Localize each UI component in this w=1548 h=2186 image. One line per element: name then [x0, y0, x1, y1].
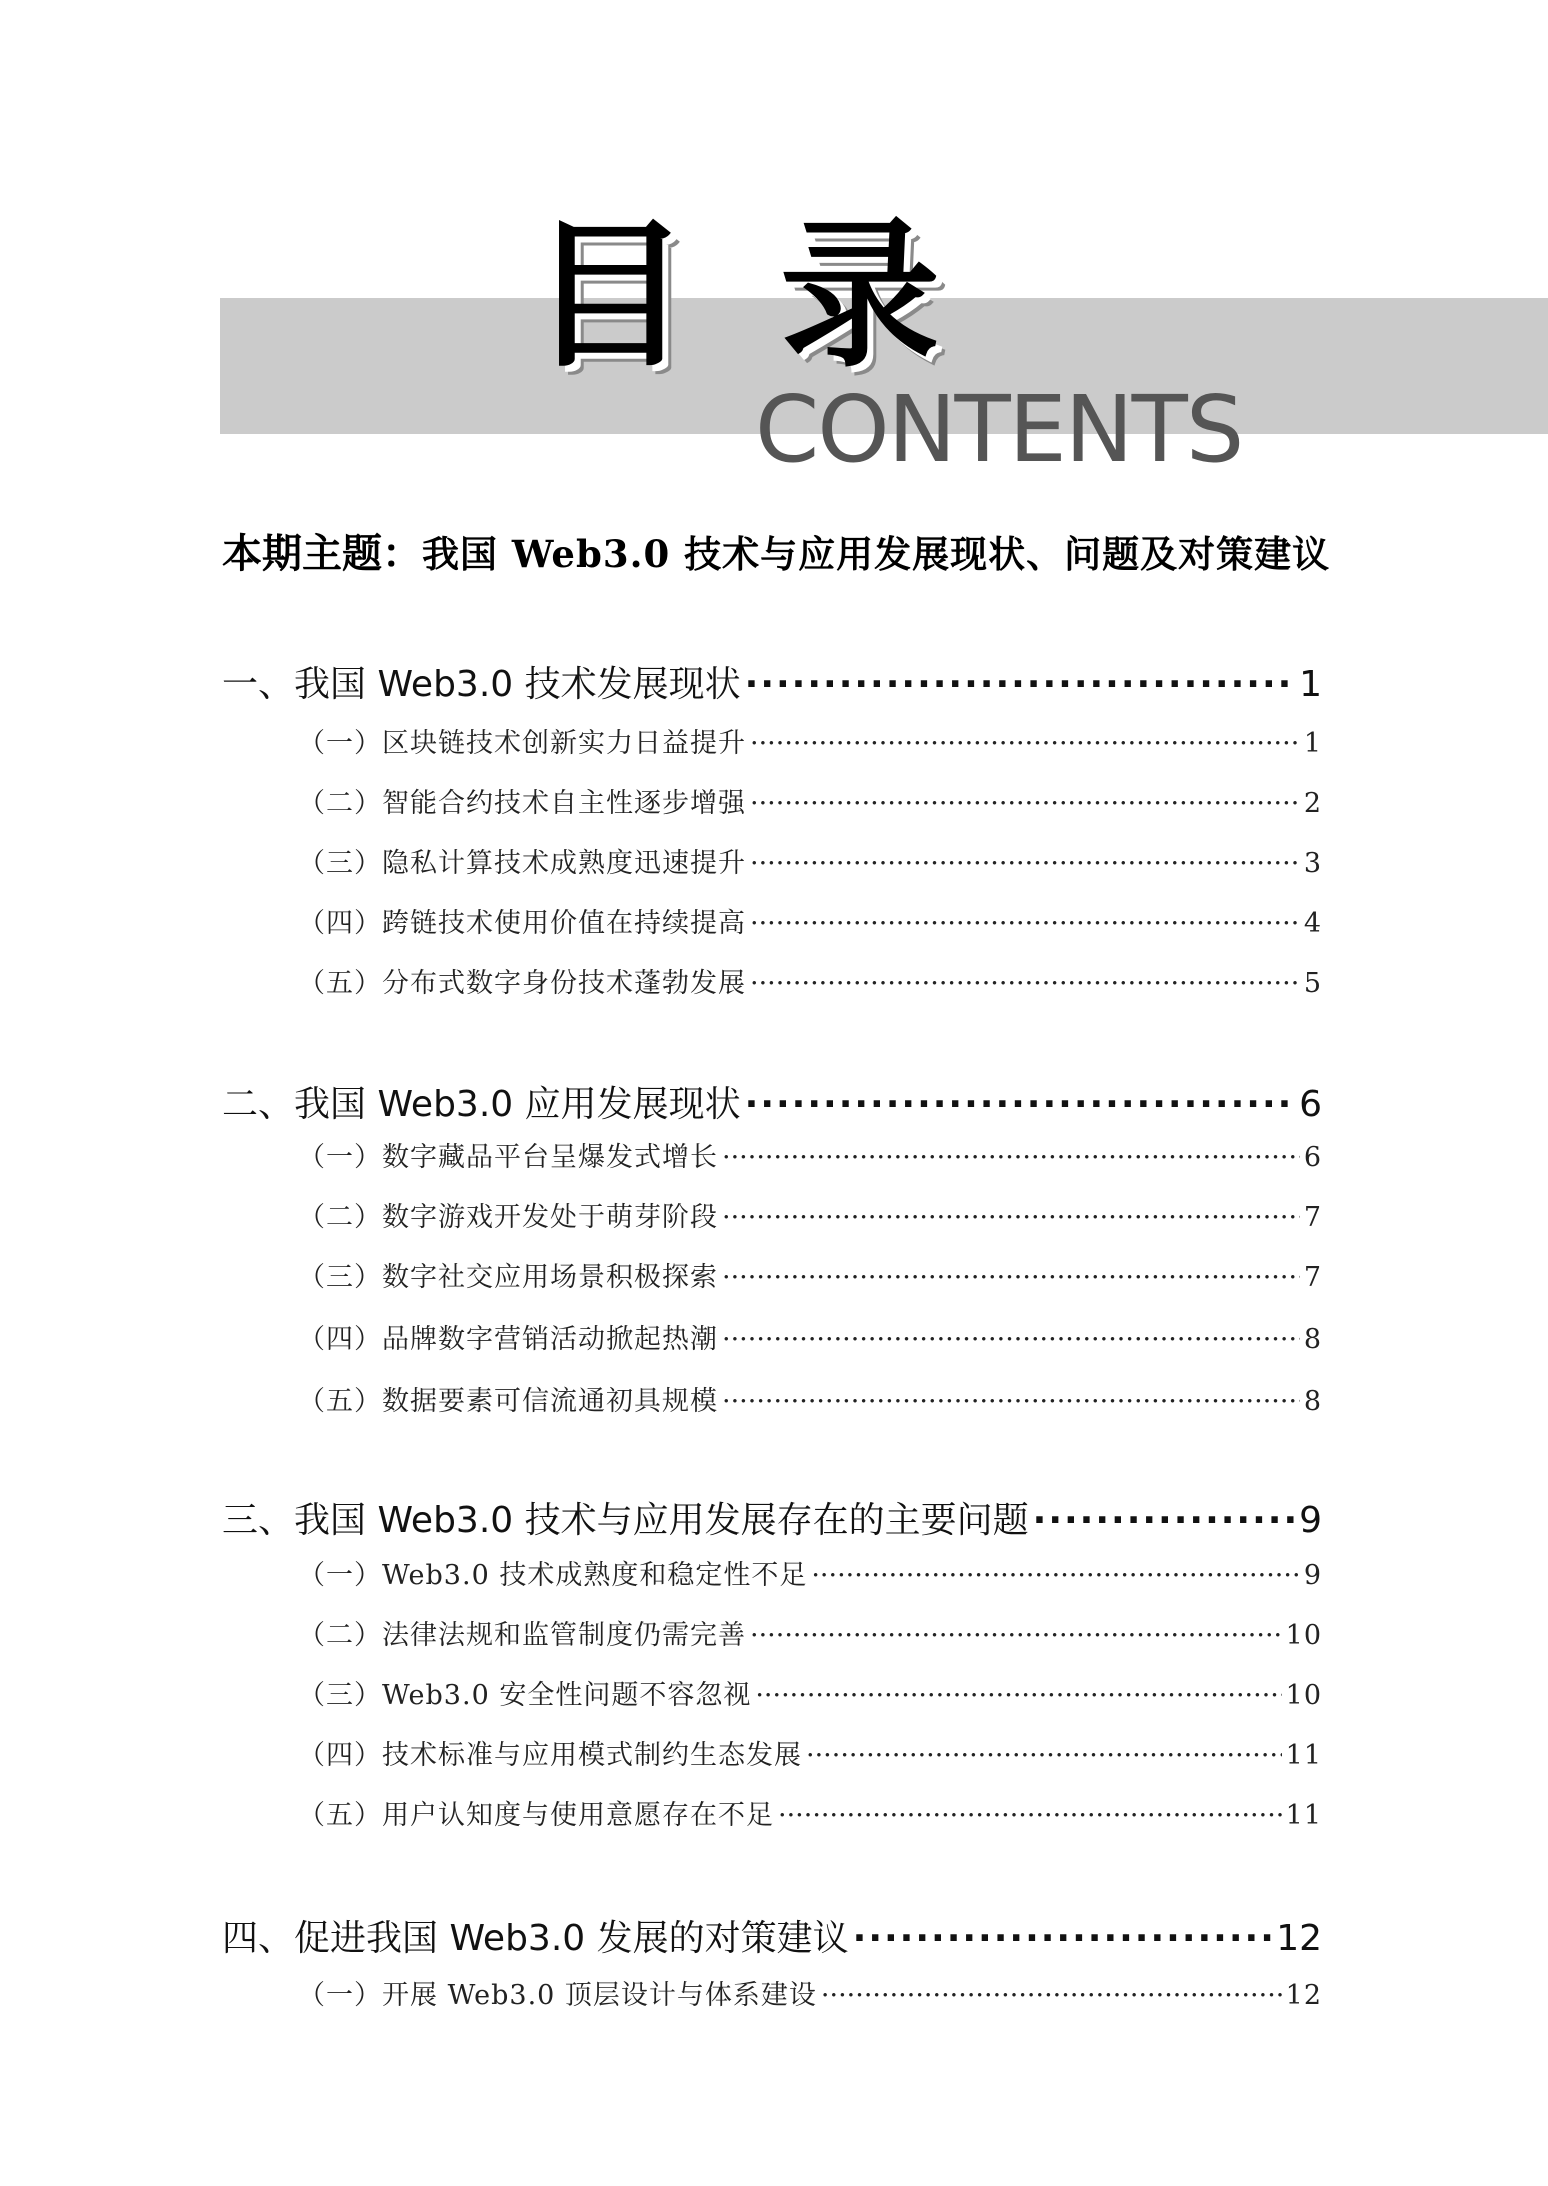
- toc-item[interactable]: [298, 1796, 1322, 1836]
- toc-section-page: 9: [1299, 1500, 1322, 1541]
- dot-leader: [745, 1080, 1295, 1130]
- toc-item-title: （一）区块链技术创新实力日益提升: [298, 728, 746, 759]
- toc-item-title: （三）隐私计算技术成熟度迅速提升: [298, 848, 746, 879]
- toc-item-page: 6: [1303, 1142, 1322, 1173]
- toc-item-title: （四）品牌数字营销活动掀起热潮: [298, 1324, 718, 1355]
- toc-item[interactable]: [298, 964, 1322, 1004]
- toc-item-page: 9: [1303, 1560, 1322, 1591]
- dot-leader: [722, 1320, 1300, 1360]
- toc-item[interactable]: [298, 1556, 1322, 1596]
- toc-item[interactable]: [298, 1616, 1322, 1656]
- toc-item-title: （四）技术标准与应用模式制约生态发展: [298, 1740, 802, 1771]
- dot-leader: [722, 1198, 1300, 1238]
- toc-item[interactable]: [298, 844, 1322, 884]
- toc-item-title: （五）用户认知度与使用意愿存在不足: [298, 1800, 774, 1831]
- dot-leader: [755, 1676, 1281, 1716]
- dot-leader: [750, 904, 1300, 944]
- toc-item-title: （二）智能合约技术自主性逐步增强: [298, 788, 746, 819]
- toc-item[interactable]: [298, 1736, 1322, 1776]
- toc-section-4[interactable]: [222, 1914, 1322, 1964]
- dot-leader: [811, 1556, 1299, 1596]
- dot-leader: [722, 1382, 1300, 1422]
- toc-item-title: （一）Web3.0 技术成熟度和稳定性不足: [298, 1560, 808, 1591]
- toc-item-title: （五）数据要素可信流通初具规模: [298, 1386, 718, 1417]
- dot-leader: [722, 1138, 1300, 1178]
- dot-leader: [821, 1976, 1282, 2016]
- issue-theme-text: 我国 Web3.0 技术与应用发展现状、问题及对策建议: [422, 532, 1331, 576]
- dot-leader: [750, 724, 1300, 764]
- toc-item-page: 7: [1303, 1262, 1322, 1293]
- toc-item-page: 4: [1303, 908, 1322, 939]
- toc-item-title: （一）开展 Web3.0 顶层设计与体系建设: [298, 1980, 817, 2011]
- toc-title-en: CONTENTS: [755, 376, 1243, 483]
- toc-item[interactable]: [298, 1676, 1322, 1716]
- toc-item-page: 8: [1303, 1386, 1322, 1417]
- toc-item-page: 10: [1285, 1620, 1322, 1651]
- toc-item-title: （三）Web3.0 安全性问题不容忽视: [298, 1680, 752, 1711]
- toc-item[interactable]: [298, 1198, 1322, 1238]
- dot-leader: [750, 844, 1300, 884]
- toc-item-page: 3: [1303, 848, 1322, 879]
- issue-theme-label: 本期主题：: [222, 531, 422, 577]
- dot-leader: [722, 1258, 1300, 1298]
- toc-item-title: （二）数字游戏开发处于萌芽阶段: [298, 1202, 718, 1233]
- toc-item-page: 1: [1303, 728, 1322, 759]
- dot-leader: [853, 1914, 1273, 1964]
- issue-theme: [222, 526, 1330, 582]
- toc-item-page: 7: [1303, 1202, 1322, 1233]
- toc-section-title: 一、我国 Web3.0 技术发展现状: [222, 664, 741, 705]
- toc-item-title: （三）数字社交应用场景积极探索: [298, 1262, 718, 1293]
- toc-item-page: 8: [1303, 1324, 1322, 1355]
- toc-item-title: （一）数字藏品平台呈爆发式增长: [298, 1142, 718, 1173]
- toc-item[interactable]: [298, 784, 1322, 824]
- toc-item-title: （四）跨链技术使用价值在持续提高: [298, 908, 746, 939]
- toc-item[interactable]: [298, 1382, 1322, 1422]
- toc-item-page: 10: [1285, 1680, 1322, 1711]
- toc-item[interactable]: [298, 904, 1322, 944]
- dot-leader: [750, 1616, 1282, 1656]
- toc-item[interactable]: [298, 1258, 1322, 1298]
- toc-section-title: 二、我国 Web3.0 应用发展现状: [222, 1084, 741, 1125]
- toc-section-2[interactable]: [222, 1080, 1322, 1130]
- toc-item[interactable]: [298, 1320, 1322, 1360]
- toc-section-title: 三、我国 Web3.0 技术与应用发展存在的主要问题: [222, 1500, 1029, 1541]
- dot-leader: [745, 660, 1295, 710]
- dot-leader: [806, 1736, 1282, 1776]
- toc-item[interactable]: [298, 724, 1322, 764]
- toc-item-page: 5: [1303, 968, 1322, 999]
- toc-item-title: （二）法律法规和监管制度仍需完善: [298, 1620, 746, 1651]
- toc-item-page: 2: [1303, 788, 1322, 819]
- dot-leader: [750, 784, 1300, 824]
- dot-leader: [778, 1796, 1282, 1836]
- toc-item[interactable]: [298, 1138, 1322, 1178]
- toc-section-3[interactable]: [222, 1496, 1322, 1546]
- toc-section-page: 1: [1299, 664, 1322, 705]
- toc-section-title: 四、促进我国 Web3.0 发展的对策建议: [222, 1918, 849, 1959]
- toc-item-title: （五）分布式数字身份技术蓬勃发展: [298, 968, 746, 999]
- toc-item-page: 11: [1285, 1740, 1322, 1771]
- toc-section-page: 6: [1299, 1084, 1322, 1125]
- toc-title-cn: 目录: [530, 201, 1031, 389]
- toc-section-1[interactable]: [222, 660, 1322, 710]
- toc-section-page: 12: [1276, 1918, 1322, 1959]
- toc-item-page: 11: [1285, 1800, 1322, 1831]
- toc-item-page: 12: [1285, 1980, 1322, 2011]
- toc-item[interactable]: [298, 1976, 1322, 2016]
- dot-leader: [750, 964, 1300, 1004]
- dot-leader: [1033, 1496, 1295, 1546]
